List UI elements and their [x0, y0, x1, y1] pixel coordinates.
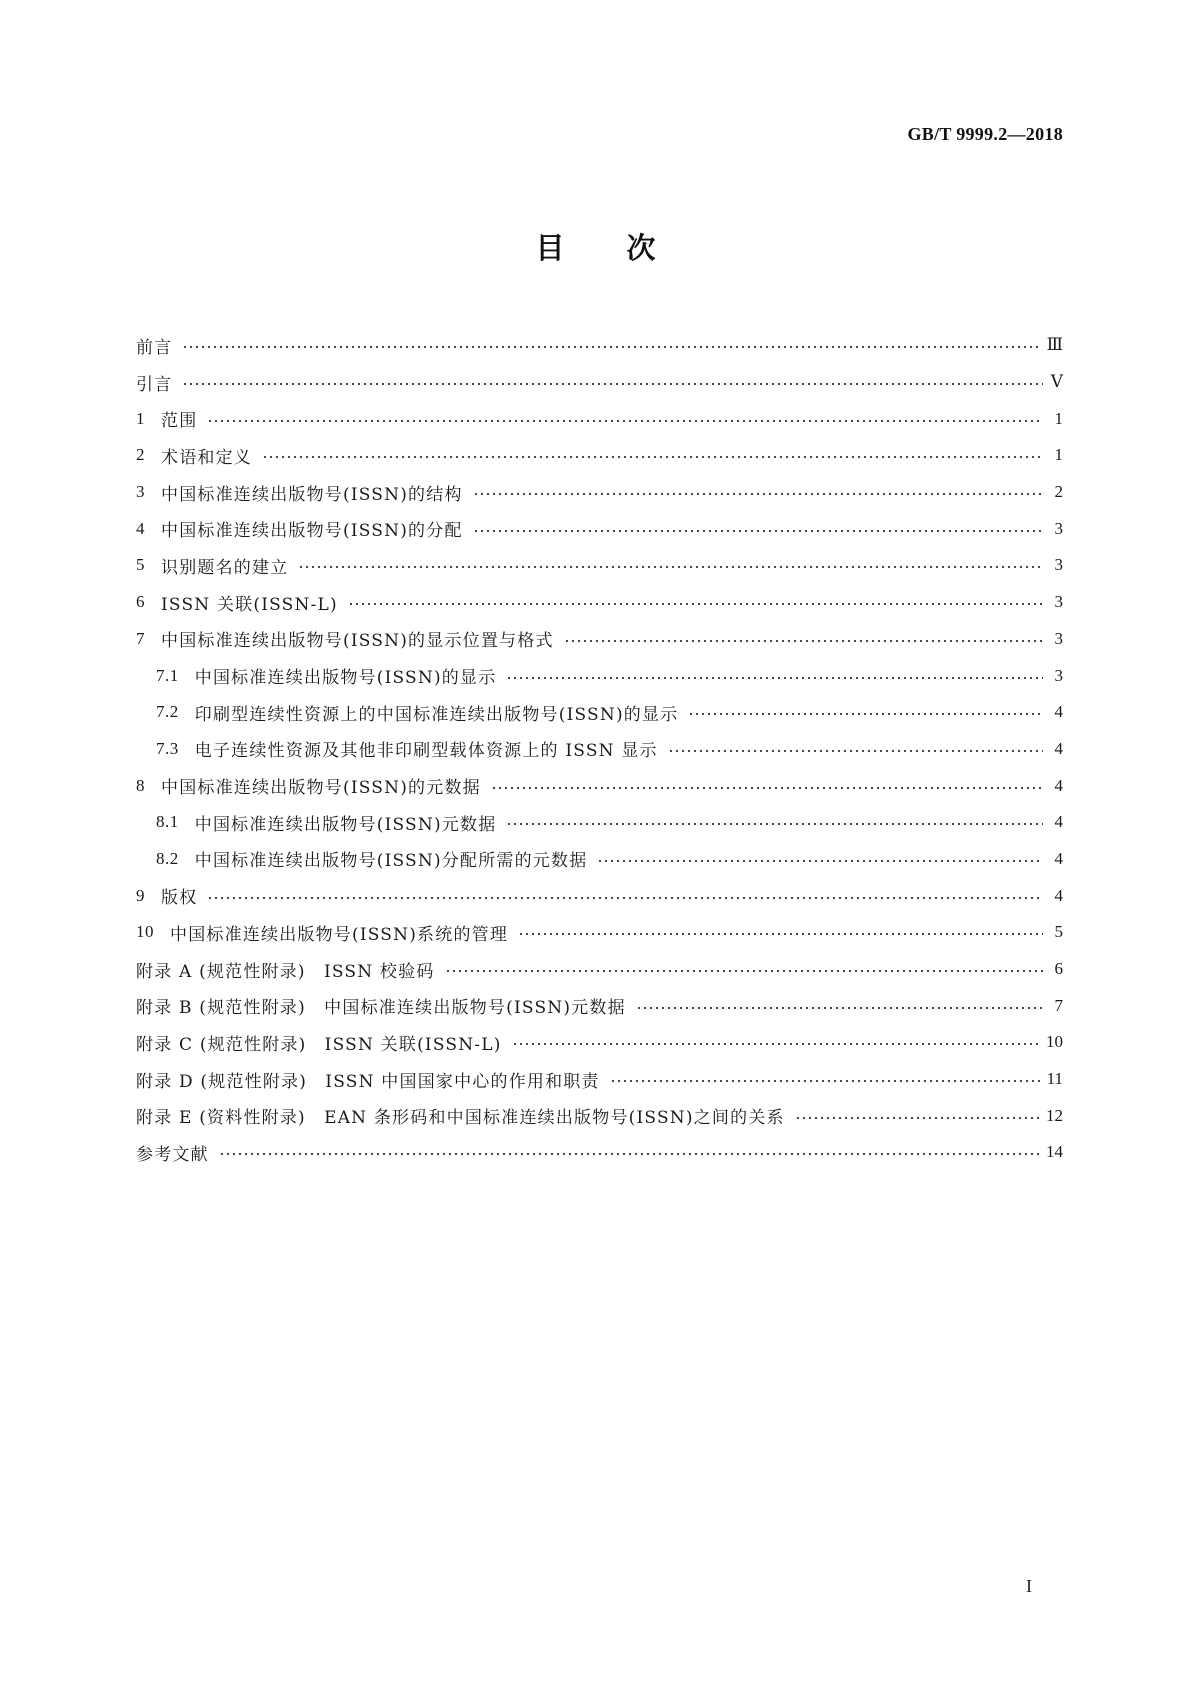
- toc-entry[interactable]: [136, 914, 1063, 951]
- toc-entry[interactable]: [136, 694, 1063, 731]
- toc-entry[interactable]: [136, 1134, 1063, 1171]
- toc-entry-label: 范围: [161, 411, 198, 432]
- toc-entry-page: 14: [1046, 1142, 1063, 1162]
- toc-entry[interactable]: [136, 400, 1063, 437]
- toc-dot-leader: [298, 562, 1043, 572]
- toc-dot-leader: [182, 379, 1043, 389]
- document-code: GB/T 9999.2—2018: [907, 124, 1063, 144]
- toc-entry-page: 4: [1054, 738, 1063, 758]
- toc-entry-label: 电子连续性资源及其他非印刷型载体资源上的 ISSN 显示: [194, 741, 658, 762]
- toc-entry-page: 12: [1046, 1105, 1063, 1125]
- toc-entry-label: 中国标准连续出版物号(ISSN)元数据: [194, 814, 497, 835]
- toc-entry-number: 6: [136, 592, 145, 612]
- toc-entry-number: 8.2: [156, 848, 179, 868]
- toc-entry[interactable]: [136, 547, 1063, 584]
- toc-entry[interactable]: [136, 364, 1063, 401]
- toc-entry[interactable]: [136, 841, 1063, 878]
- toc-entry-label: 中国标准连续出版物号(ISSN)的显示位置与格式: [161, 631, 554, 652]
- toc-entry[interactable]: [136, 657, 1063, 694]
- toc-entry[interactable]: [136, 474, 1063, 511]
- toc-entry-page: 5: [1054, 922, 1063, 942]
- toc-entry-number: 8: [136, 775, 145, 795]
- toc-entry[interactable]: [136, 951, 1063, 988]
- toc-entry-label: 中国标准连续出版物号(ISSN)系统的管理: [170, 924, 509, 945]
- toc-entry[interactable]: [136, 877, 1063, 914]
- toc-entry[interactable]: [136, 1097, 1063, 1134]
- toc-entry-label: 附录 D (规范性附录) ISSN 中国国家中心的作用和职责: [136, 1071, 600, 1092]
- toc-entry-page: 4: [1054, 702, 1063, 722]
- toc-entry-label: 识别题名的建立: [161, 557, 289, 578]
- toc-entry-label: 附录 A (规范性附录) ISSN 校验码: [136, 961, 435, 982]
- toc-entry-number: 5: [136, 555, 145, 575]
- toc-entry-number: 3: [136, 482, 145, 502]
- toc-entry-page: 1: [1054, 445, 1063, 465]
- toc-dot-leader: [182, 342, 1040, 352]
- toc-entry-number: 7.1: [156, 665, 179, 685]
- toc-entry-page: 3: [1054, 665, 1063, 685]
- toc-entry-label: 附录 E (资料性附录) EAN 条形码和中国标准连续出版物号(ISSN)之间的关系: [136, 1108, 785, 1129]
- toc-dot-leader: [506, 819, 1043, 829]
- toc-dot-leader: [219, 1149, 1040, 1159]
- toc-dot-leader: [207, 416, 1043, 426]
- toc-dot-leader: [473, 489, 1043, 499]
- toc-entry-label: 附录 B (规范性附录) 中国标准连续出版物号(ISSN)元数据: [136, 998, 626, 1019]
- toc-entry-label: 中国标准连续出版物号(ISSN)的分配: [161, 521, 463, 542]
- toc-dot-leader: [795, 1113, 1040, 1123]
- toc-entry-label: ISSN 关联(ISSN-L): [161, 594, 338, 615]
- toc-entry-page: 4: [1054, 812, 1063, 832]
- toc-dot-leader: [518, 929, 1043, 939]
- toc-dot-leader: [610, 1076, 1041, 1086]
- toc-entry-page: 10: [1046, 1032, 1063, 1052]
- toc-entry-page: 6: [1054, 959, 1063, 979]
- toc-entry-page: 4: [1054, 775, 1063, 795]
- toc-entry-label: 引言: [136, 374, 173, 395]
- toc-entry[interactable]: [136, 510, 1063, 547]
- toc-title: [0, 226, 1191, 267]
- toc-entry-page: 4: [1054, 848, 1063, 868]
- page-number: I: [1026, 1576, 1032, 1596]
- toc-dot-leader: [688, 709, 1043, 719]
- toc-entry-page: 3: [1054, 592, 1063, 612]
- toc-entry-label: 版权: [161, 888, 198, 909]
- toc-entry-page: 3: [1054, 555, 1063, 575]
- toc-dot-leader: [597, 856, 1043, 866]
- toc-entry-label: 附录 C (规范性附录) ISSN 关联(ISSN-L): [136, 1034, 502, 1055]
- toc-entry-page: 4: [1054, 885, 1063, 905]
- toc-entry-page: 11: [1046, 1069, 1063, 1089]
- toc-entry-label: 参考文献: [136, 1144, 209, 1165]
- toc-entry[interactable]: [136, 767, 1063, 804]
- toc-entry-page: 7: [1054, 995, 1063, 1015]
- toc-dot-leader: [207, 893, 1043, 903]
- toc-dot-leader: [668, 746, 1043, 756]
- toc-dot-leader: [636, 1003, 1043, 1013]
- toc-list: [136, 327, 1063, 1171]
- toc-entry-label: 中国标准连续出版物号(ISSN)的显示: [194, 668, 497, 689]
- toc-dot-leader: [491, 783, 1043, 793]
- toc-dot-leader: [512, 1039, 1040, 1049]
- toc-entry-label: 中国标准连续出版物号(ISSN)的元数据: [161, 778, 481, 799]
- toc-entry-page: Ⅲ: [1046, 335, 1063, 355]
- toc-entry-page: 3: [1054, 518, 1063, 538]
- toc-entry-label: 中国标准连续出版物号(ISSN)的结构: [161, 484, 463, 505]
- toc-entry[interactable]: [136, 621, 1063, 658]
- toc-entry[interactable]: [136, 584, 1063, 621]
- toc-dot-leader: [348, 599, 1043, 609]
- toc-entry-page: 1: [1054, 408, 1063, 428]
- toc-entry[interactable]: [136, 1024, 1063, 1061]
- toc-entry-label: 印刷型连续性资源上的中国标准连续出版物号(ISSN)的显示: [194, 704, 679, 725]
- toc-entry-number: 7.2: [156, 702, 179, 722]
- toc-entry-page: Ⅴ: [1050, 372, 1063, 392]
- toc-entry-number: 2: [136, 445, 145, 465]
- toc-entry[interactable]: [136, 437, 1063, 474]
- toc-entry-number: 1: [136, 408, 145, 428]
- toc-dot-leader: [445, 966, 1043, 976]
- toc-entry-page: 2: [1054, 482, 1063, 502]
- toc-title-part2: 次: [626, 231, 656, 265]
- toc-entry[interactable]: [136, 731, 1063, 768]
- toc-entry-label: 中国标准连续出版物号(ISSN)分配所需的元数据: [194, 851, 588, 872]
- toc-entry-number: 9: [136, 885, 145, 905]
- toc-entry[interactable]: [136, 804, 1063, 841]
- toc-entry-label: 术语和定义: [161, 447, 252, 468]
- toc-entry-number: 8.1: [156, 812, 179, 832]
- toc-entry[interactable]: [136, 987, 1063, 1024]
- toc-dot-leader: [473, 526, 1043, 536]
- toc-entry-number: 7: [136, 628, 145, 648]
- toc-entry[interactable]: [136, 327, 1063, 364]
- toc-entry-page: 3: [1054, 628, 1063, 648]
- toc-dot-leader: [262, 452, 1043, 462]
- toc-title-part1: 目: [535, 231, 565, 265]
- toc-entry-number: 4: [136, 518, 145, 538]
- toc-entry-number: 7.3: [156, 738, 179, 758]
- toc-entry-label: 前言: [136, 337, 173, 358]
- toc-entry-number: 10: [136, 922, 154, 942]
- toc-dot-leader: [564, 636, 1043, 646]
- toc-dot-leader: [506, 673, 1043, 683]
- toc-entry[interactable]: [136, 1061, 1063, 1098]
